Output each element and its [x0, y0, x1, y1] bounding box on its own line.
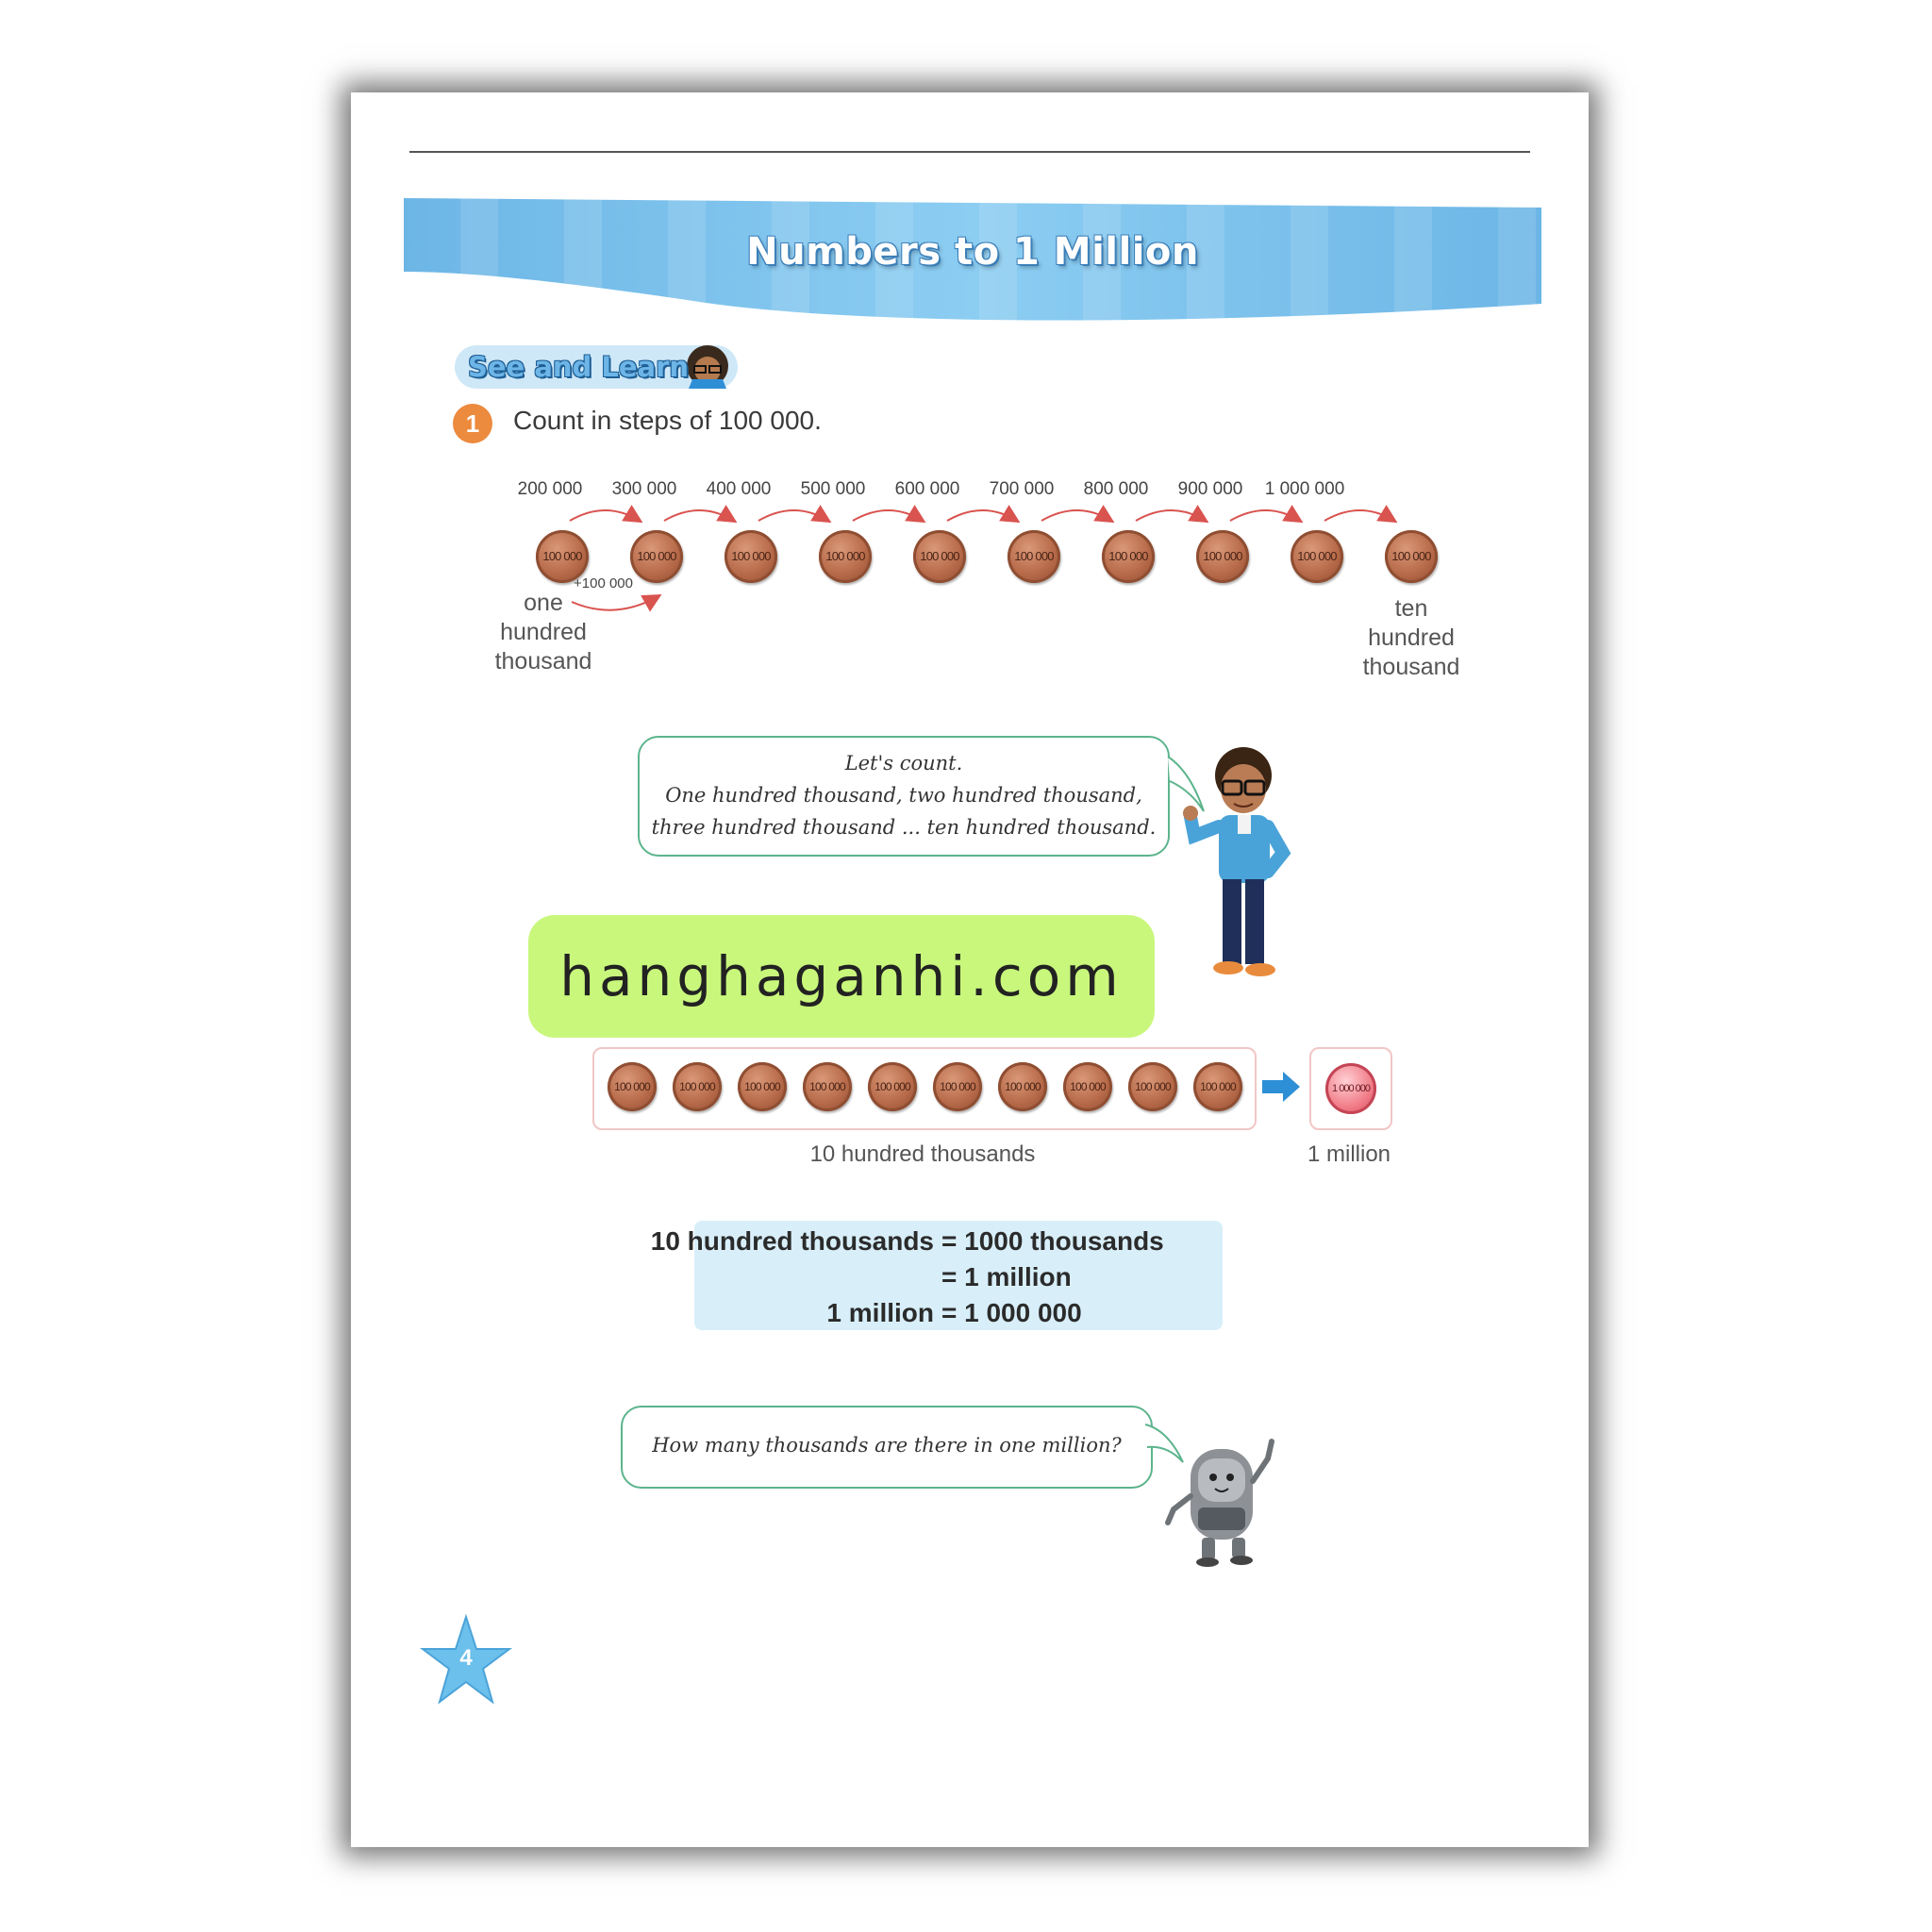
- equation-right: = 1000 thousands: [941, 1226, 1164, 1256]
- robot-character-illustration: [1162, 1430, 1285, 1572]
- caption-line: thousand: [1362, 654, 1460, 680]
- page-title: Numbers to 1 Million: [746, 230, 1199, 274]
- caption-line: ten: [1394, 595, 1428, 622]
- coin-100000: 100 000: [933, 1062, 982, 1111]
- coin-100000: 100 000: [630, 530, 683, 583]
- step-annotation: +100 000: [574, 575, 633, 591]
- hundred-thousands-caption: 10 hundred thousands: [809, 1141, 1036, 1167]
- boy-speech-bubble: [638, 736, 1170, 857]
- step-label: 600 000: [894, 479, 960, 499]
- bubble-line: three hundred thousand ... ten hundred thousand.: [651, 816, 1157, 839]
- coin-100000: 100 000: [1008, 530, 1060, 583]
- step-label: 700 000: [989, 479, 1055, 499]
- step-label: 800 000: [1083, 479, 1149, 499]
- coin-100000: 100 000: [673, 1062, 722, 1111]
- question-text: Count in steps of 100 000.: [513, 406, 822, 435]
- coin-100000: 100 000: [1196, 530, 1249, 583]
- coin-100000: 100 000: [1291, 530, 1343, 583]
- step-label: 1 000 000: [1264, 479, 1345, 499]
- equation-right: = 1 000 000: [941, 1298, 1082, 1327]
- step-label: 500 000: [800, 479, 866, 499]
- caption-line: hundred: [1368, 625, 1455, 651]
- coin-100000: 100 000: [1063, 1062, 1112, 1111]
- coin-100000: 100 000: [868, 1062, 917, 1111]
- end-caption: [1355, 594, 1468, 682]
- right-arrow-icon: [1260, 1070, 1302, 1104]
- coin-100000: 100 000: [536, 530, 589, 583]
- caption-line: one: [524, 590, 563, 616]
- book-page: [351, 92, 1589, 1847]
- coin-100000: 100 000: [819, 530, 872, 583]
- equation-left: 10 hundred thousands: [650, 1226, 934, 1256]
- watermark-banner: hanghaganhi.com: [528, 915, 1155, 1038]
- coin-100000: 100 000: [724, 530, 777, 583]
- equations-box: [650, 1221, 1223, 1330]
- step-label: 900 000: [1177, 479, 1243, 499]
- coin-100000: 100 000: [1385, 530, 1438, 583]
- equation-right: = 1 million: [941, 1262, 1072, 1291]
- coin-100000: 100 000: [608, 1062, 657, 1111]
- coin-100000: 100 000: [1128, 1062, 1177, 1111]
- coin-100000: 100 000: [803, 1062, 852, 1111]
- page-number-star: [419, 1613, 513, 1707]
- caption-line: thousand: [494, 648, 592, 675]
- coin-100000: 100 000: [1193, 1062, 1242, 1111]
- step-label: 200 000: [517, 479, 583, 499]
- equation-left: 1 million: [826, 1298, 934, 1327]
- start-caption: [487, 589, 600, 676]
- robot-speech-bubble: How many thousands are there in one million?: [621, 1406, 1153, 1489]
- section-badge-label: See and Learn: [468, 351, 690, 383]
- coin-1000000: 1 000 000: [1325, 1063, 1376, 1114]
- question-number-badge: 1: [453, 404, 492, 443]
- coin-100000: 100 000: [998, 1062, 1047, 1111]
- bubble-line: One hundred thousand, two hundred thousand,: [665, 784, 1142, 807]
- bubble-line: Let's count.: [844, 752, 963, 774]
- page-number: 4: [459, 1645, 473, 1671]
- hundred-thousand-coins-box: [592, 1047, 1257, 1130]
- coin-100000: 100 000: [738, 1062, 787, 1111]
- million-caption: 1 million: [1307, 1141, 1391, 1167]
- step-label: 400 000: [706, 479, 772, 499]
- caption-line: hundred: [500, 619, 587, 645]
- boy-character-illustration: [1181, 740, 1304, 985]
- step-label: 300 000: [611, 479, 677, 499]
- million-coin-box: [1309, 1047, 1392, 1130]
- coin-100000: 100 000: [913, 530, 966, 583]
- coin-100000: 100 000: [1102, 530, 1155, 583]
